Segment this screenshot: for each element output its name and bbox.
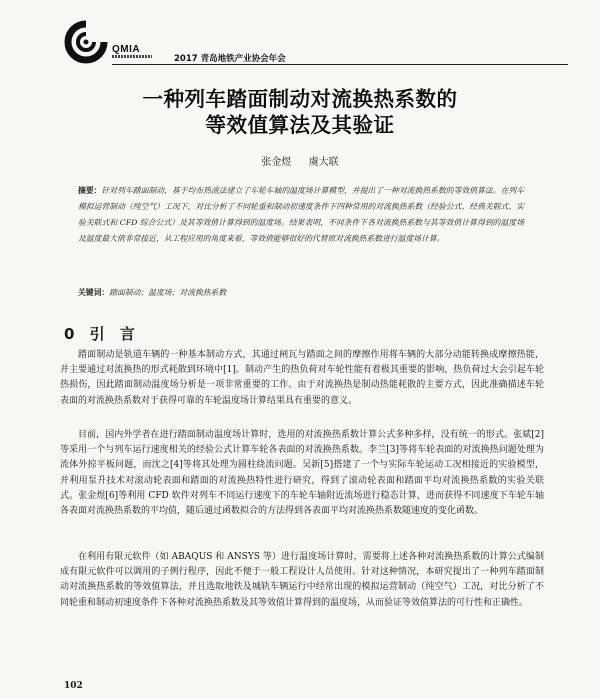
- logo-text: QMIA: [112, 44, 141, 55]
- body-paragraph-3: 在利用有限元软件（如 ABAQUS 和 ANSYS 等）进行温度场计算时，需要将上述各种对流换热系数的计算公式编制成有限元软件可以调用的子例行程序，因此不便于一般工程设计人员使用。针对这种情况，本研究提出了一种列车踏面制动对流换热系数的等效值算法，并且选取地铁及城轨车辆运行中经常出现的模拟运营制动（纯空气）工况，对比分析了不同轮重和制动初速度条件下各种对流换热系数及其等效值计算得到的温度场，从而验证等效值算法的可行性和正确性。: [60, 552, 544, 608]
- page-number: 102: [64, 681, 83, 691]
- abstract-text: 针对列车踏面制动，基于均布热流法建立了车轮车轴的温度场计算模型，并提出了一种对流换热系数的等效值算法。在列车模拟运营制动（纯空气）工况下，对比分析了不同轮重和制动初速度条件下四种常用的对流换热系数（经验公式、经典关联式、实验关联式和 CFD 综合公式）及其等效值计算得到的温度场。结果表明，不同条件下各对流换热系数与其等效值计算得到的温度场及温度最大值非常接近，从工程应用的角度来看，等效值能够很好的代替原对流换热系数进行温度场计算。: [78, 186, 525, 243]
- page-header: [64, 20, 564, 70]
- header-divider: [112, 64, 568, 65]
- section-title: 引 言: [89, 325, 135, 343]
- qmia-logo-icon: [64, 20, 108, 64]
- body-paragraph-1: 踏面制动是轨道车辆的一种基本制动方式，其通过闸瓦与踏面之间的摩擦作用将车辆的大部分动能转换成摩擦热能，并主要通过对流换热的形式耗散到环境中[1]。制动产生的热负荷对车轮性能有着极其重要的影响，热负荷过大会引起车轮热损伤，因此踏面制动温度场分析是一项非常重要的工作。由于对流换热是制动热能耗散的主要方式，因此准确描述车轮表面的对流换热系数对于获得可靠的车轮温度场计算结果具有重要的意义。: [60, 350, 544, 406]
- paper-title-line1: 一种列车踏面制动对流换热系数的: [142, 87, 458, 111]
- abstract: [78, 183, 524, 247]
- body-paragraph-2: 目前，国内外学者在进行踏面制动温度场计算时，选用的对流换热系数计算公式多种多样，没有统一的形式。张斌[2]等采用一个与列车运行速度相关的经验公式计算车轮各表面的对流换热系数。李兰[3]等将车轮表面的对流换热问题处理为流体外掠平板问题，而沈之[4]等将其处理为圆柱绕流问题。吴新[5]搭建了一个与实际车轮运动工况相接近的实验模型，并利用泵升技术对滚动轮表面和踏面的对流换热特性进行研究，得到了滚动轮表面和踏面平均对流换热系数的实验关联式。张金煜[6]等利用 CFD 软件对列车不同运行速度下的车轮车轴附近流场进行稳态计算，进而获得不同速度下车轮车轴各表面对流换热系数的平均值，随后通过函数拟合的方法得到各表面平均对流换热系数随速度的变化函数。: [60, 430, 544, 517]
- section-heading: [64, 323, 135, 344]
- section-number: 0: [64, 325, 75, 343]
- abstract-label: 摘要：: [78, 186, 102, 195]
- logo-subtext: [112, 55, 152, 58]
- conference-name: 2017 青岛地铁产业协会年会: [174, 54, 286, 64]
- paper-title-line2: 等效值算法及其验证: [205, 113, 395, 137]
- keywords-label: 关键词：: [78, 288, 110, 297]
- keywords-text: 踏面制动；温度场；对流换热系数: [109, 288, 227, 297]
- keywords: [78, 287, 524, 298]
- authors: 张金煜 虞大联: [261, 157, 339, 168]
